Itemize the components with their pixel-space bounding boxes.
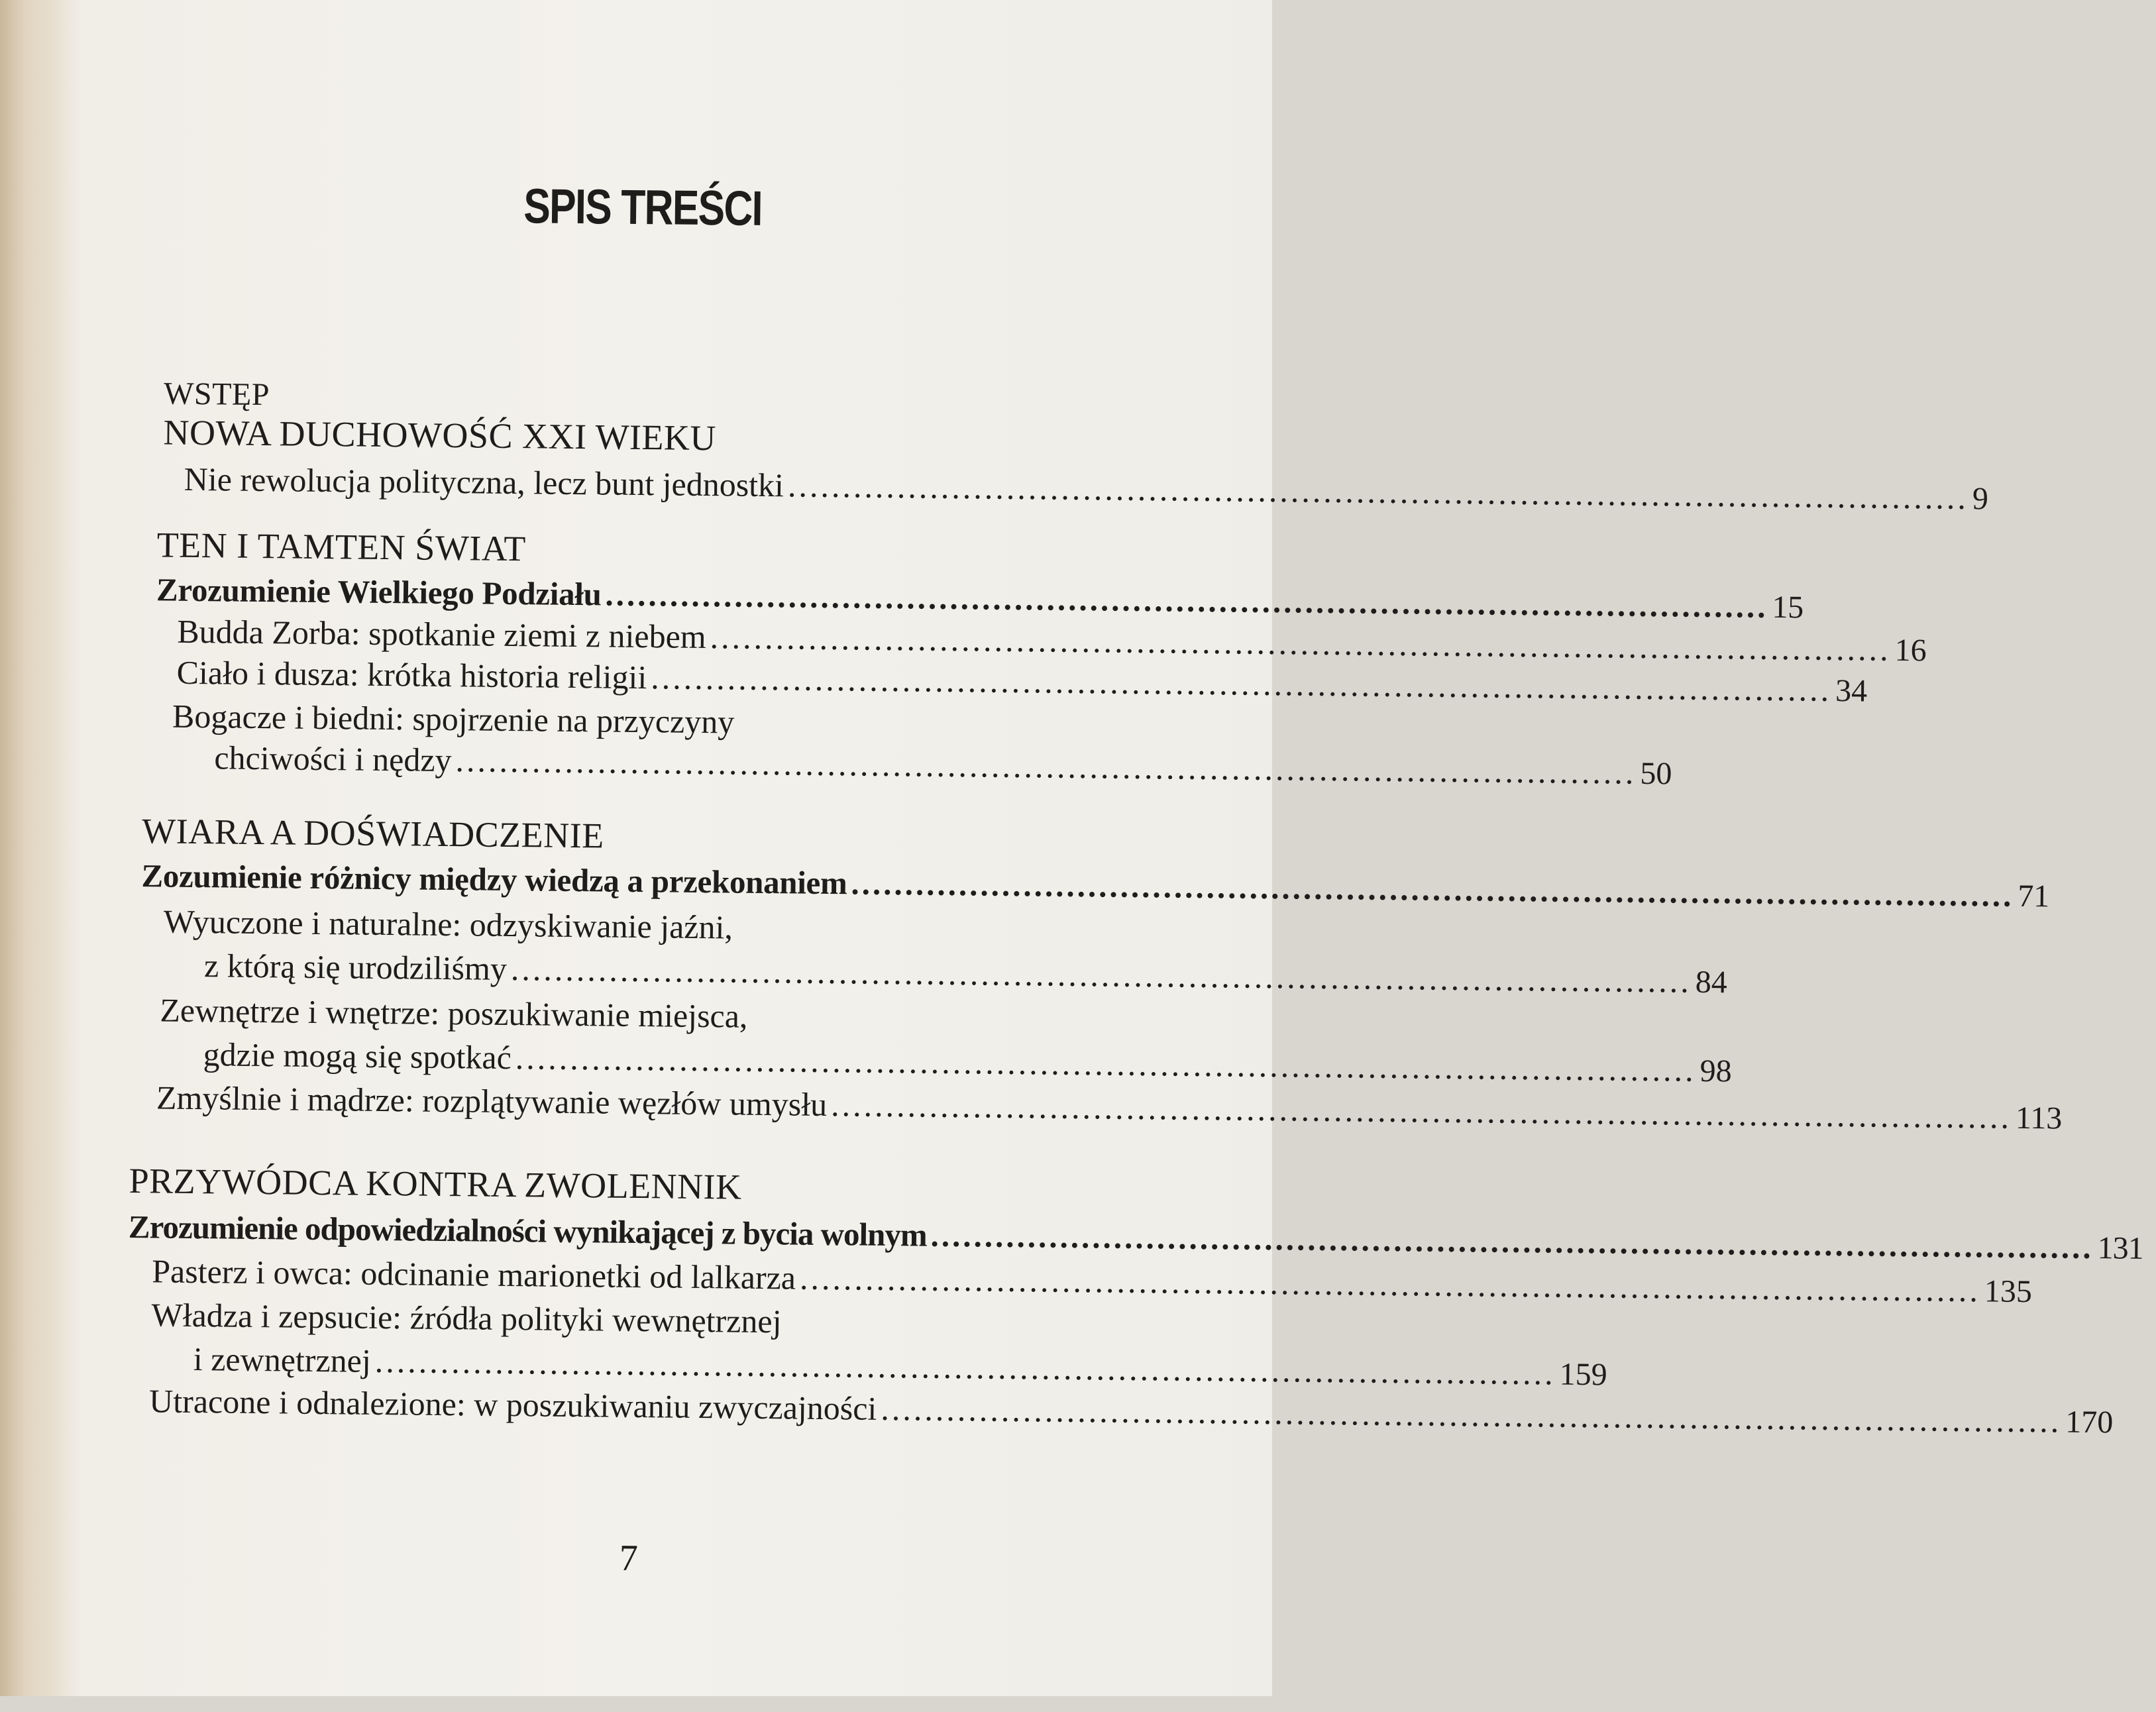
page-number: 135 xyxy=(1984,1273,2033,1310)
entry-title: Zrozumienie Wielkiego Podziału xyxy=(156,571,602,613)
section-heading: TEN I TAMTEN ŚWIAT xyxy=(156,525,527,569)
section-heading: WIARA A DOŚWIADCZENIE xyxy=(141,811,604,856)
page-number: 131 xyxy=(2097,1230,2143,1266)
dot-leader: ............................................................................................................ xyxy=(787,466,1969,517)
page-number: 113 xyxy=(2015,1100,2063,1136)
entry-title: Zozumienie różnicy między wiedzą a przekonaniem xyxy=(141,857,847,902)
toc-lead-entry[interactable] xyxy=(141,856,2050,914)
entry-title: Zmyślnie i mądrze: rozplątywanie węzłów umysłu xyxy=(156,1079,828,1124)
toc-entry[interactable] xyxy=(184,459,1989,517)
intro-label: WSTĘP xyxy=(163,376,270,413)
toc-entry[interactable] xyxy=(203,1034,1732,1089)
dot-leader: ............................................................................................................ xyxy=(515,1039,1697,1089)
intro-heading: NOWA DUCHOWOŚĆ XXI WIEKU xyxy=(163,412,717,458)
toc-entry[interactable] xyxy=(151,1251,2033,1310)
dot-leader: ............................................................................................................ xyxy=(650,659,1832,708)
toc-entry[interactable] xyxy=(156,1077,2063,1136)
entry-title-line1: Zewnętrze i wnętrze: poszukiwanie miejsca, xyxy=(160,991,748,1035)
dot-leader: ............................................................................................................ xyxy=(605,576,1768,625)
dot-leader: ............................................................................................................ xyxy=(881,1389,2062,1440)
dot-leader: ............................................................................................................ xyxy=(374,1342,1556,1392)
entry-title-line1: Władza i zepsucie: źródła polityki wewnętrznej xyxy=(151,1296,782,1340)
entry-title-line1: Bogacze i biedni: spojrzenie na przyczyny xyxy=(172,697,735,741)
toc-entry[interactable] xyxy=(148,1381,2114,1440)
entry-title: Zrozumienie odpowiedzialności wynikającej z bycia wolnym xyxy=(128,1208,928,1254)
toc-entry[interactable] xyxy=(193,1339,1607,1393)
page-title: SPIS TREŚCI xyxy=(523,178,763,236)
entry-title: gdzie mogą się spotkać xyxy=(203,1036,512,1077)
entry-title: Utracone i odnalezione: w poszukiwaniu zwyczajności xyxy=(148,1382,877,1427)
entry-title: Budda Zorba: spotkanie ziemi z niebem xyxy=(177,612,707,656)
toc-entry[interactable] xyxy=(203,945,1728,1000)
page-number: 71 xyxy=(2018,878,2050,914)
entry-title: Ciało i dusza: krótka historia religii xyxy=(176,653,647,696)
page-number: 16 xyxy=(1894,632,1927,669)
entry-title-line1: Wyuczone i naturalne: odzyskiwanie jaźni, xyxy=(163,902,733,946)
page-number: 15 xyxy=(1772,589,1804,625)
entry-title: Pasterz i owca: odcinanie marionetki od lalkarza xyxy=(151,1252,796,1297)
dot-leader: ............................................................................................................ xyxy=(510,950,1692,1000)
entry-title: z którą się urodziliśmy xyxy=(203,947,508,987)
entry-title: Nie rewolucja polityczna, lecz bunt jednostki xyxy=(184,460,784,504)
dot-leader: ............................................................................................................ xyxy=(930,1216,2094,1266)
toc-entry[interactable] xyxy=(176,653,1868,709)
section-heading: PRZYWÓDCA KONTRA ZWOLENNIK xyxy=(129,1161,742,1207)
page-number: 84 xyxy=(1695,964,1728,1000)
dot-leader: ............................................................................................................ xyxy=(799,1259,1981,1309)
page-number: 9 xyxy=(1972,481,1989,517)
page-folio-number: 7 xyxy=(619,1537,639,1579)
page-number: 98 xyxy=(1699,1053,1732,1089)
dot-leader: ............................................................................................................ xyxy=(830,1086,2012,1136)
page-number: 50 xyxy=(1640,755,1672,792)
page-number: 34 xyxy=(1835,672,1868,709)
page-number: 159 xyxy=(1559,1356,1607,1393)
page-number: 170 xyxy=(2065,1404,2114,1440)
toc-lead-entry[interactable] xyxy=(128,1207,2143,1266)
dot-leader: ............................................................................................................ xyxy=(710,618,1891,668)
toc-entry[interactable] xyxy=(214,737,1672,792)
entry-title: i zewnętrznej xyxy=(193,1340,372,1379)
entry-title: chciwości i nędzy xyxy=(214,739,452,779)
dot-leader: ............................................................................................................ xyxy=(851,865,2014,914)
dot-leader: ............................................................................................................ xyxy=(455,741,1637,791)
